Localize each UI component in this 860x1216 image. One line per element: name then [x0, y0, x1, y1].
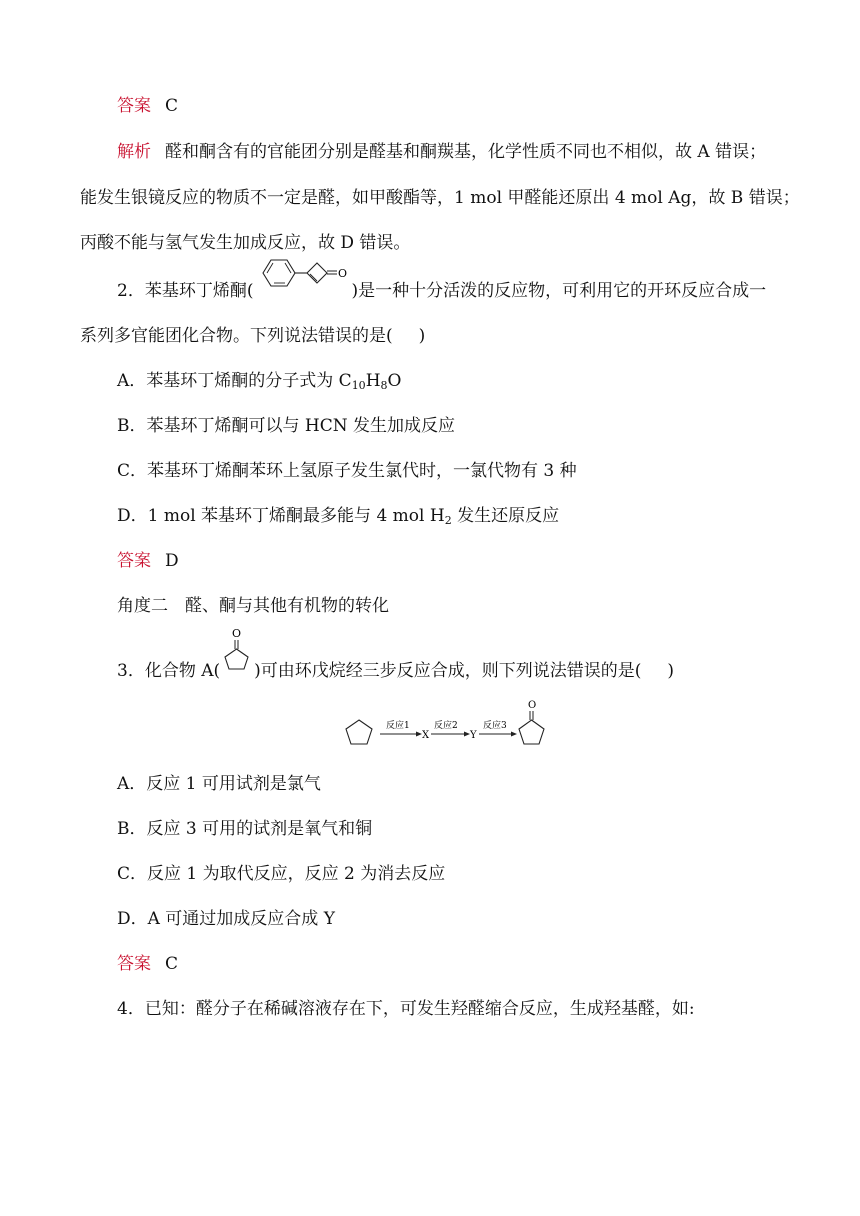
q2-option-a-h: H — [365, 371, 381, 391]
analysis-text-2: 能发生银镜反应的物质不一定是醛，如甲酸酯等，1 mol 甲醛能还原出 4 mol Ag，故 B 错误； — [80, 188, 800, 208]
question-4-stem — [117, 997, 817, 1021]
q3-option-a-text: A．反应 1 可用试剂是氯气 — [117, 774, 321, 794]
analysis-line-1 — [117, 140, 817, 164]
arrow-label-1: 反应1 — [386, 721, 410, 731]
q4-stem-text: 4．已知：醛分子在稀碱溶液存在下，可发生羟醛缩合反应，生成羟基醛，如: — [117, 999, 695, 1019]
question-2-stem-line-1 — [117, 267, 817, 303]
phenylcyclobutenone-structure — [253, 251, 351, 302]
q2-option-a-text: A．苯基环丁烯酮的分子式为 C — [117, 371, 352, 391]
answer-line-3 — [117, 952, 817, 976]
q3-stem-a: 3．化合物 A( — [117, 661, 221, 681]
q2-option-c — [117, 459, 817, 483]
analysis-line-2 — [80, 186, 800, 210]
q2-option-d-text: D．1 mol 苯基环丁烯酮最多能与 4 mol H — [117, 506, 445, 526]
answer-line-2 — [117, 549, 817, 573]
question-2-stem-line-2 — [80, 324, 780, 348]
question-3-stem — [117, 627, 817, 683]
q3-stem-close: ) — [667, 661, 675, 681]
q2-option-b — [117, 414, 817, 438]
cyclopentanone-structure — [220, 627, 254, 680]
cyclopentane-structure — [346, 720, 372, 744]
answer-label: 答案 — [117, 551, 151, 571]
answer-line-1 — [117, 94, 817, 118]
answer-value: C — [165, 96, 179, 116]
cyclopentanone-o-label: O — [232, 627, 242, 640]
q2-stem-a: 2．苯基环丁烯酮( — [117, 281, 254, 301]
answer-value: C — [165, 954, 179, 974]
q3-option-c-text: C．反应 1 为取代反应，反应 2 为消去反应 — [117, 864, 446, 884]
product-cyclopentanone — [519, 720, 544, 744]
q2-option-a-o: O — [387, 371, 402, 391]
q2-option-b-text: B．苯基环丁烯酮可以与 HCN 发生加成反应 — [117, 416, 456, 436]
carbonyl-o-label: O — [338, 267, 348, 280]
q3-option-d-text: D．A 可通过加成反应合成 Y — [117, 909, 335, 929]
arrow-label-2: 反应2 — [434, 721, 458, 731]
q3-option-b-text: B．反应 3 可用的试剂是氧气和铜 — [117, 819, 373, 839]
answer-value: D — [165, 551, 179, 571]
analysis-line-3 — [80, 231, 780, 255]
product-o-label: O — [528, 700, 537, 711]
intermediate-y: Y — [470, 730, 477, 741]
q2-stem-c: 系列多官能团化合物。下列说法错误的是( — [80, 326, 393, 346]
intermediate-x: X — [422, 730, 430, 741]
answer-label: 答案 — [117, 954, 151, 974]
reaction-scheme — [340, 698, 550, 750]
q3-option-b — [117, 817, 817, 841]
q2-option-d-sub: 2 — [444, 514, 452, 527]
q3-option-d — [117, 907, 817, 931]
q2-option-d-tail: 发生还原反应 — [451, 506, 560, 526]
answer-label: 答案 — [117, 96, 151, 116]
analysis-text-3: 丙酸不能与氢气发生加成反应，故 D 错误。 — [80, 233, 411, 253]
q2-stem-b: )是一种十分活泼的反应物，可利用它的开环反应合成一 — [351, 281, 767, 301]
arrow-label-3: 反应3 — [483, 721, 507, 731]
q3-option-a — [117, 772, 817, 796]
q2-option-a-sub-c: 10 — [351, 379, 366, 392]
analysis-label: 解析 — [117, 142, 151, 162]
q2-stem-close: ) — [418, 326, 426, 346]
analysis-text-1: 醛和酮含有的官能团分别是醛基和酮羰基，化学性质不同也不相似，故 A 错误； — [165, 142, 767, 162]
section-title — [117, 594, 817, 618]
section-title-text: 角度二 醛、酮与其他有机物的转化 — [117, 596, 389, 616]
q2-option-c-text: C．苯基环丁烯酮苯环上氢原子发生氯代时，一氯代物有 3 种 — [117, 461, 577, 481]
q3-stem-b: )可由环戊烷经三步反应合成，则下列说法错误的是( — [254, 661, 642, 681]
q2-option-a-sub-h: 8 — [380, 379, 388, 392]
q3-option-c — [117, 862, 817, 886]
q2-option-d — [117, 504, 817, 528]
q2-option-a — [117, 369, 817, 393]
